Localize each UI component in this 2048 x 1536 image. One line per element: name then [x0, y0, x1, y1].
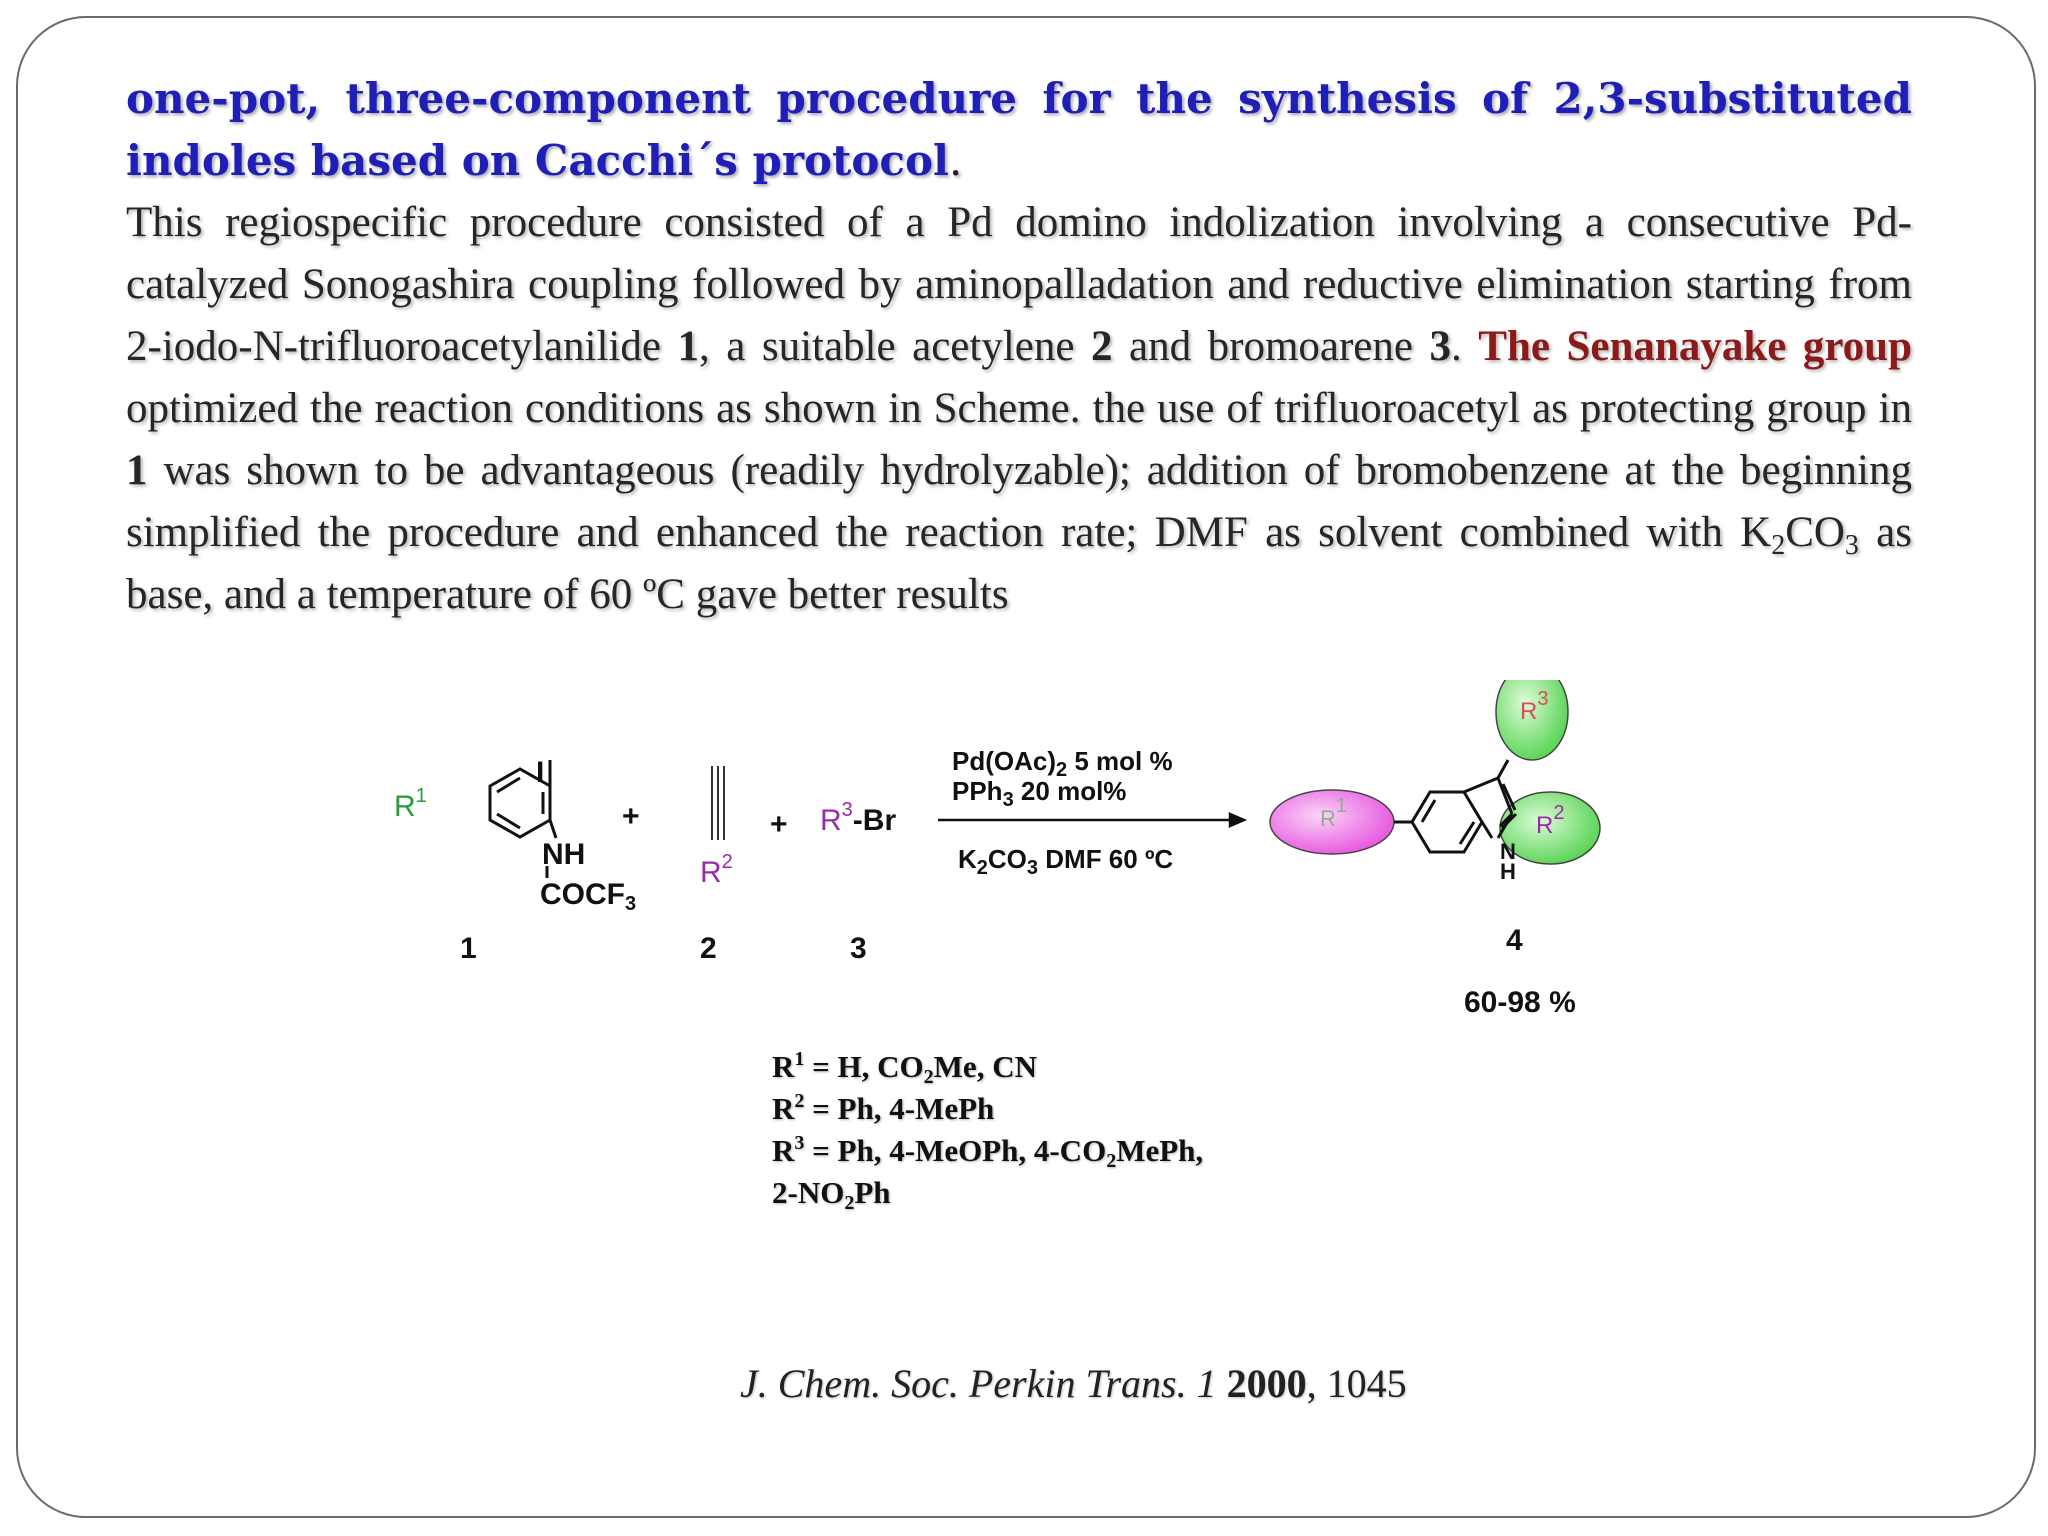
group-name: The Senanayake group [1478, 323, 1913, 370]
superscript: 1 [794, 1048, 805, 1070]
condition-base: K [958, 844, 977, 874]
definition-text: = H, CO [804, 1049, 924, 1084]
title-text: one-pot, three-component procedure for the synthesis of 2,3-substituted indoles based on Cacchi´s protocol [126, 74, 1912, 185]
cocf-label: COCF [540, 878, 625, 911]
superscript: 2 [794, 1090, 805, 1112]
subscript: 2 [923, 1066, 934, 1088]
definition-text: Me, CN [933, 1049, 1037, 1084]
plus-sign-1: + [622, 800, 640, 833]
slide-title [126, 68, 1912, 192]
yield-label: 60-98 % [1464, 986, 1576, 1019]
r1-label: R [394, 790, 416, 823]
r2-definition [772, 1088, 1203, 1130]
product-r1-label: R [1320, 806, 1336, 831]
reaction-scheme [360, 680, 1700, 1040]
subscript: 3 [1844, 530, 1859, 561]
paragraph-text: optimized the reaction conditions as shown in Scheme. the use of trifluoroacetyl as protecting group in [126, 385, 1912, 432]
compound-ref-3: 3 [1429, 323, 1452, 370]
subscript: 2 [976, 857, 988, 879]
bromo-label: -Br [852, 804, 897, 837]
alkyne-bonds [712, 766, 724, 840]
subscript: 3 [1026, 857, 1039, 879]
condition-ligand: PPh [952, 776, 1003, 806]
r1-superscript: 1 [415, 785, 427, 807]
superscript: 1 [1335, 795, 1348, 817]
paragraph-text: as base, and a temperature of 60 ºC gave better results [126, 509, 1912, 618]
superscript: 2 [1553, 802, 1565, 824]
r-label: R [772, 1133, 795, 1168]
paragraph-text: . [1451, 323, 1479, 370]
reaction-arrow [938, 814, 1244, 826]
paragraph-text: This regiospecific procedure consisted of a Pd domino indolization involving a consecutive Pd-catalyzed Sonogashira coupling followed by aminopalladation and reductive elimination starting from 2-iodo-N-trifluoroacetylanilide [126, 199, 1912, 370]
compound-ref-2: 2 [1090, 323, 1113, 370]
compound-number-1: 1 [460, 932, 477, 965]
indole-structure [1394, 760, 1516, 852]
r3-definition-continued [772, 1172, 1203, 1214]
indole-n-label: N [1500, 839, 1516, 864]
condition-loading: 20 mol% [1013, 776, 1127, 806]
substituent-definitions [772, 1046, 1203, 1214]
definition-text: = Ph, 4-MePh [804, 1091, 995, 1126]
r-label: R [772, 1049, 795, 1084]
condition-catalyst: Pd(OAc) [952, 746, 1056, 776]
subscript: 2 [1106, 1150, 1117, 1172]
compound-ref-1: 1 [677, 323, 699, 370]
subscript: 3 [1002, 789, 1014, 811]
subscript: 2 [844, 1192, 855, 1214]
compound-number-4: 4 [1506, 924, 1523, 957]
definition-text: Ph [854, 1175, 891, 1210]
product-r2-label: R [1536, 812, 1554, 839]
indole-h-label: H [1500, 859, 1516, 884]
plus-sign-2: + [770, 808, 788, 841]
cocf-subscript: 3 [625, 893, 637, 915]
r3-definition [772, 1130, 1203, 1172]
r3-superscript: 3 [841, 799, 853, 821]
description-paragraph [126, 192, 1912, 626]
subscript: 2 [1056, 759, 1068, 781]
nh-label: NH [542, 838, 586, 871]
compound-number-2: 2 [700, 932, 717, 965]
subscript: 2 [1771, 530, 1786, 561]
definition-text: 2-NO [772, 1175, 845, 1210]
definition-text: = Ph, 4-MeOPh, 4-CO [804, 1133, 1107, 1168]
superscript: 3 [1537, 688, 1549, 710]
condition-solvent-temp: DMF 60 ºC [1038, 844, 1174, 874]
slide-content [126, 68, 1912, 626]
title-period: . [948, 136, 963, 185]
r2-label: R [700, 856, 722, 889]
paragraph-text: and bromoarene [1112, 323, 1430, 370]
compound-number-3: 3 [850, 932, 867, 965]
r1-definition [772, 1046, 1203, 1088]
paragraph-text: CO [1785, 509, 1845, 556]
literature-citation [740, 1360, 1407, 1407]
r-label: R [772, 1091, 795, 1126]
product-r3-label: R [1520, 698, 1538, 725]
paragraph-text: , a suitable acetylene [698, 323, 1091, 370]
r2-superscript: 2 [721, 851, 733, 873]
compound-ref-1b: 1 [126, 447, 148, 494]
superscript: 3 [794, 1132, 805, 1154]
condition-loading: 5 mol % [1067, 746, 1173, 776]
condition-base: CO [987, 844, 1027, 874]
iodo-label: I [536, 756, 545, 789]
citation-year: 2000 [1226, 1361, 1307, 1406]
r3-label: R [820, 804, 842, 837]
paragraph-text: was shown to be advantageous (readily hydrolyzable); addition of bromobenzene at the beginning simplified the procedure and enhanced the reaction rate; DMF as solvent combined with K [126, 447, 1912, 556]
citation-journal: J. Chem. Soc. Perkin Trans. 1 [740, 1361, 1217, 1406]
citation-pages: , 1045 [1306, 1361, 1407, 1406]
definition-text: MePh, [1116, 1133, 1204, 1168]
